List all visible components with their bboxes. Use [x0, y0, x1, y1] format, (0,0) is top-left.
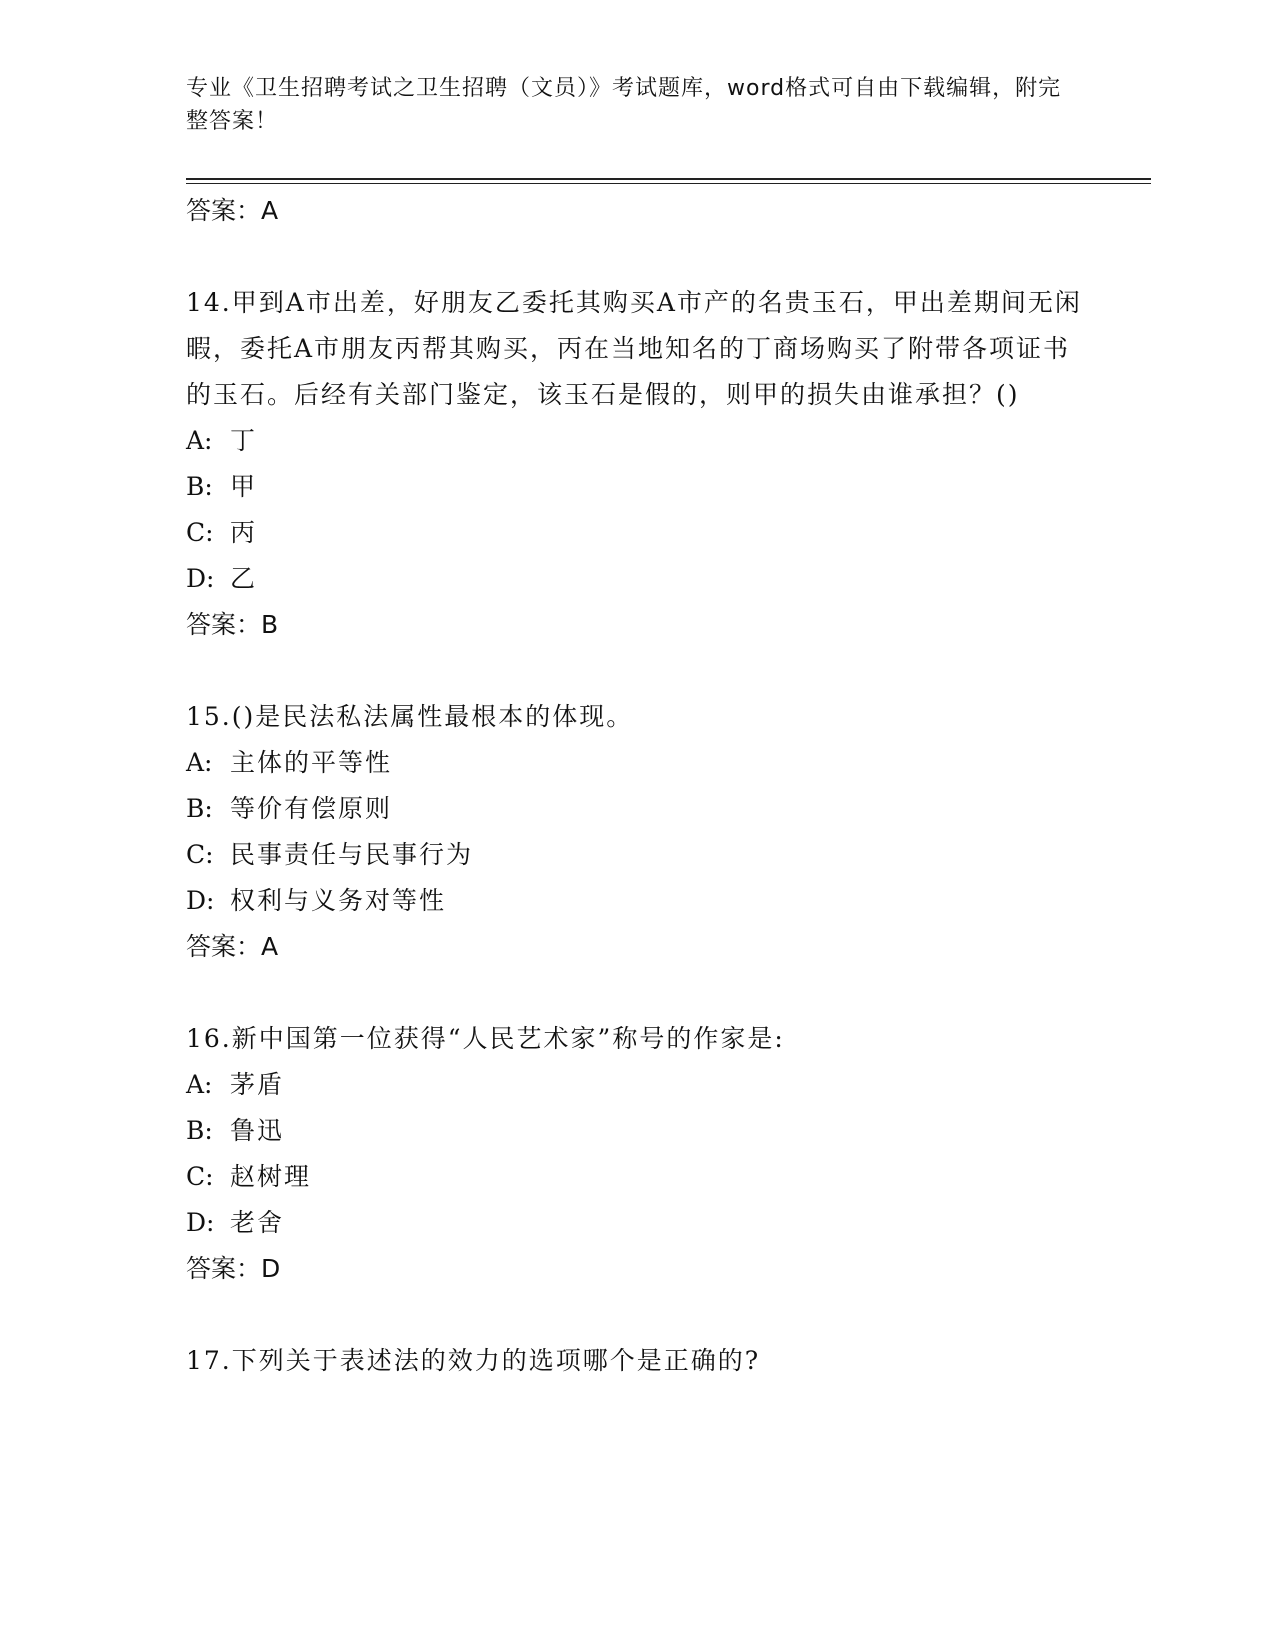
- question-list: [186, 188, 1086, 1384]
- answer-line: 答案：A: [186, 932, 279, 961]
- option-a: [186, 740, 1086, 786]
- option-b: [186, 786, 1086, 832]
- option-text: 权利与义务对等性: [230, 886, 447, 915]
- option-text: 老舍: [230, 1208, 285, 1237]
- question-text: 15.()是民法私法属性最根本的体现。: [186, 702, 634, 731]
- answer-line: 答案：B: [186, 610, 279, 639]
- option-letter: C:: [186, 518, 214, 547]
- option-c: [186, 1154, 1086, 1200]
- option-text: 茅盾: [230, 1070, 285, 1099]
- option-text: 丙: [230, 518, 258, 547]
- option-letter: D:: [186, 564, 215, 593]
- document-header: 专业《卫生招聘考试之卫生招聘（文员）》考试题库，word格式可自由下载编辑，附完整答案！: [186, 76, 1062, 134]
- question-text: 16.新中国第一位获得“人民艺术家”称号的作家是:: [186, 1024, 785, 1053]
- option-a: [186, 418, 1086, 464]
- option-b: [186, 1108, 1086, 1154]
- option-text: 鲁迅: [230, 1116, 285, 1145]
- question-text: 17.下列关于表述法的效力的选项哪个是正确的?: [186, 1346, 761, 1375]
- question-17: [186, 1338, 1086, 1384]
- option-d: [186, 556, 1086, 602]
- option-letter: B:: [186, 794, 213, 823]
- option-letter: D:: [186, 886, 215, 915]
- option-b: [186, 464, 1086, 510]
- option-c: [186, 832, 1086, 878]
- option-letter: A:: [186, 426, 213, 455]
- option-text: 主体的平等性: [230, 748, 393, 777]
- question-14: [186, 280, 1086, 648]
- option-text: 甲: [230, 472, 258, 501]
- header-divider-thin: [186, 183, 1151, 184]
- question-15: [186, 694, 1086, 970]
- option-letter: A:: [186, 1070, 213, 1099]
- option-a: [186, 1062, 1086, 1108]
- answer-line: 答案：D: [186, 1254, 281, 1283]
- option-letter: D:: [186, 1208, 215, 1237]
- option-text: 等价有偿原则: [230, 794, 393, 823]
- option-letter: C:: [186, 840, 214, 869]
- answer-line: 答案：A: [186, 196, 279, 225]
- option-c: [186, 510, 1086, 556]
- option-text: 乙: [230, 564, 258, 593]
- option-letter: A:: [186, 748, 213, 777]
- question-16: [186, 1016, 1086, 1292]
- option-d: [186, 878, 1086, 924]
- option-text: 民事责任与民事行为: [230, 840, 474, 869]
- question-text: 14.甲到A市出差，好朋友乙委托其购买A市产的名贵玉石，甲出差期间无闲暇，委托A市朋友丙帮其购买，丙在当地知名的丁商场购买了附带各项证书的玉石。后经有关部门鉴定，该玉石是假的，则甲的损失由谁承担？(): [186, 288, 1082, 409]
- option-letter: B:: [186, 1116, 213, 1145]
- option-text: 丁: [230, 426, 258, 455]
- option-d: [186, 1200, 1086, 1246]
- option-letter: B:: [186, 472, 213, 501]
- option-letter: C:: [186, 1162, 214, 1191]
- header-divider: [186, 178, 1151, 180]
- option-text: 赵树理: [230, 1162, 312, 1191]
